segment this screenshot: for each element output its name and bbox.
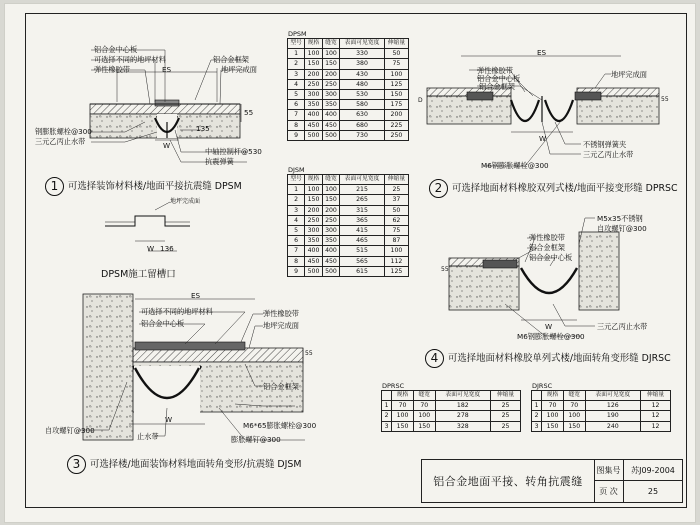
table-cell: 200 [322,205,339,215]
d2-label-bolt: M6钢膨胀螺栓@300 [481,161,549,170]
d3-label-55: 55 [305,350,313,357]
table-cell: 278 [435,411,490,421]
table-cell: 380 [340,59,385,69]
d3-label-finish: 地坪完成面 [263,321,299,330]
table-cell: 615 [340,266,385,276]
d3-label-nail: 膨胀螺钉@300 [231,435,281,444]
table-cell: 3 [288,69,305,79]
title-block [421,459,683,503]
table-cell: 450 [322,256,339,266]
table-cell: 8 [288,256,305,266]
table-cell: 125 [384,79,408,89]
table-cell: 12 [641,421,671,431]
table-cell: 3 [288,205,305,215]
groove-note: 地坪完成面 [170,198,201,205]
table-cell: 250 [305,215,322,225]
d3-label-center-plate: 铝合金中心板 [141,319,185,328]
table-row [288,89,409,99]
table-cell: 580 [340,100,385,110]
column-header: 表面可见宽度 [435,391,490,401]
table-cell: 2 [382,411,392,421]
table-cell: 480 [340,79,385,89]
label-es: ES [162,65,172,74]
table-row [532,401,671,411]
table-row [288,130,409,140]
table-cell: 430 [340,69,385,79]
caption-2 [429,179,678,198]
table-cell: 250 [305,79,322,89]
table-cell: 250 [384,130,408,140]
d2-label-waterstop: 三元乙丙止水带 [583,150,634,159]
table-cell: 265 [340,195,385,205]
table-cell: 200 [305,205,322,215]
table-row [288,185,409,195]
table-row [288,256,409,266]
table-cell: 175 [384,100,408,110]
d3-label-screw: 自攻螺钉@300 [45,426,95,435]
table-cell: 565 [340,256,385,266]
table-header-row [288,39,409,49]
table-cell: 9 [288,266,305,276]
table-cell: 100 [305,185,322,195]
drawing-sheet [4,3,696,523]
table-cell: 350 [305,236,322,246]
label-dim-55: 55 [244,108,254,117]
dpsm-spec-table [287,38,409,141]
table-cell: 100 [305,49,322,59]
djrsc-spec-table [531,390,671,432]
atlas-value: 苏J09-2004 [624,460,682,481]
column-header: 缝宽 [322,39,339,49]
table-row [288,59,409,69]
table-cell: 5 [288,89,305,99]
table-cell: 8 [288,120,305,130]
table-cell: 450 [322,120,339,130]
d4-label-screw-bottom: 自攻螺钉@300 [597,224,647,233]
table-cell: 400 [322,246,339,256]
d2-label-rubber: 弹性橡胶带 [477,66,513,75]
label-waterstop: 三元乙丙止水带 [35,137,86,146]
label-control-rod: 中轴控制杆@530 [205,147,262,156]
column-header: 表面可见宽度 [585,391,640,401]
column-header [382,391,392,401]
table-cell: 225 [384,120,408,130]
dprsc-table-title: DPRSC [382,382,405,390]
table-cell: 530 [340,89,385,99]
d4-label-w: W [545,322,553,331]
table-cell: 125 [384,266,408,276]
table-cell: 75 [384,59,408,69]
d2-label-d: D [418,97,423,104]
d3-label-rubber: 弹性橡胶带 [263,309,299,318]
caption-1 [45,177,242,196]
label-dim-135: 135 [196,124,210,133]
column-header: 型号 [288,175,305,185]
table-row [382,421,521,431]
table-row [288,205,409,215]
table-cell: 150 [563,421,585,431]
column-header: 规格 [305,175,322,185]
table-cell: 150 [305,195,322,205]
table-row [382,401,521,411]
column-header: 规格 [542,391,564,401]
table-cell: 100 [413,411,435,421]
table-cell: 1 [532,401,542,411]
table-cell: 70 [392,401,414,411]
column-header: 规格 [305,39,322,49]
d4-label-waterstop: 三元乙丙止水带 [597,322,648,331]
table-cell: 2 [288,195,305,205]
d4-label-center-plate: 铝合金中心板 [529,253,573,262]
table-row [288,69,409,79]
table-cell: 126 [585,401,640,411]
table-row [288,49,409,59]
groove-title: DPSM施工留槽口 [101,269,176,280]
table-cell: 100 [322,185,339,195]
table-cell: 25 [384,185,408,195]
table-cell: 150 [384,89,408,99]
caption-4 [425,349,671,368]
groove-136: 136 [160,244,174,253]
table-cell: 300 [322,225,339,235]
column-header: 伸缩量 [491,391,521,401]
table-cell: 400 [305,246,322,256]
table-cell: 730 [340,130,385,140]
table-cell: 2 [288,59,305,69]
table-cell: 680 [340,120,385,130]
table-cell: 100 [322,49,339,59]
table-cell: 7 [288,246,305,256]
table-cell: 365 [340,215,385,225]
d4-label-55: 55 [441,266,449,273]
table-cell: 630 [340,110,385,120]
table-cell: 250 [322,79,339,89]
djrsc-table-title: DJRSC [532,382,553,390]
table-row [288,100,409,110]
table-cell: 450 [305,120,322,130]
d2-label-finish: 地坪完成面 [611,70,647,79]
label-w: W [163,141,171,150]
djsm-spec-table [287,174,409,277]
table-row [288,266,409,276]
table-cell: 500 [305,266,322,276]
label-frame: 铝合金框架 [213,55,249,64]
table-cell: 25 [491,401,521,411]
table-cell: 250 [322,215,339,225]
table-header-row [288,175,409,185]
table-cell: 315 [340,205,385,215]
d2-label-55: 55 [661,96,669,103]
table-cell: 1 [288,49,305,59]
label-bolt: 钢膨胀螺栓@300 [35,127,92,136]
table-cell: 87 [384,236,408,246]
table-row [288,195,409,205]
column-header: 伸缩量 [384,175,408,185]
table-cell: 150 [322,195,339,205]
column-header [532,391,542,401]
label-center-plate: 铝合金中心板 [94,45,138,54]
table-header-row [532,391,671,401]
table-cell: 300 [322,89,339,99]
caption-2-number: 2 [429,179,448,198]
table-row [288,246,409,256]
drawing-title: 铝合金地面平接、转角抗震缝 [422,460,595,502]
table-cell: 300 [305,89,322,99]
table-cell: 350 [305,100,322,110]
table-cell: 12 [641,401,671,411]
atlas-label: 图集号 [594,460,624,481]
table-cell: 37 [384,195,408,205]
caption-2-text: 可选择地面材料橡胶双列式楼/地面平接变形缝 DPRSC [452,183,678,194]
page-value: 25 [647,487,659,496]
caption-1-text: 可选择装饰材料楼/地面平接抗震缝 DPSM [68,181,242,192]
table-cell: 4 [288,215,305,225]
table-cell: 62 [384,215,408,225]
table-cell: 25 [491,411,521,421]
table-cell: 6 [288,100,305,110]
dprsc-spec-table [381,390,521,432]
table-cell: 1 [382,401,392,411]
table-row [532,421,671,431]
table-cell: 215 [340,185,385,195]
table-cell: 150 [305,59,322,69]
table-cell: 112 [384,256,408,266]
d2-label-es: ES [537,48,547,57]
table-cell: 515 [340,246,385,256]
d3-label-bolt: M6*65膨胀螺栓@300 [243,421,317,430]
caption-4-text: 可选择地面材料橡胶单列式楼/地面转角变形缝 DJRSC [448,353,671,364]
d4-label-bolt: M6钢膨胀螺栓@300 [517,332,585,341]
table-cell: 350 [322,100,339,110]
caption-4-number: 4 [425,349,444,368]
table-cell: 70 [413,401,435,411]
table-cell: 300 [305,225,322,235]
d2-label-frame: 铝合金框架 [479,82,515,91]
table-cell: 25 [491,421,521,431]
table-cell: 500 [305,130,322,140]
caption-3-text: 可选择楼/地面装饰材料地面转角变形/抗震缝 DJSM [90,459,302,470]
table-row [288,79,409,89]
table-cell: 150 [322,59,339,69]
table-cell: 500 [322,266,339,276]
table-cell: 5 [288,225,305,235]
table-cell: 465 [340,236,385,246]
table-cell: 500 [322,130,339,140]
table-cell: 100 [392,411,414,421]
page-label: 页 次 [594,481,624,502]
table-row [288,225,409,235]
table-cell: 328 [435,421,490,431]
table-cell: 450 [305,256,322,266]
table-cell: 4 [288,79,305,89]
table-row [288,215,409,225]
table-cell: 400 [305,110,322,120]
label-floor-finish: 地坪完成面 [221,65,257,74]
column-header: 缝宽 [563,391,585,401]
table-cell: 100 [384,69,408,79]
table-cell: 200 [305,69,322,79]
column-header: 伸缩量 [641,391,671,401]
table-cell: 6 [288,236,305,246]
d3-label-w: W [165,415,173,424]
column-header: 型号 [288,39,305,49]
d2-label-w: W [539,134,547,143]
d4-label-screw-top: M5x35不锈钢 [597,214,643,223]
table-cell: 7 [288,110,305,120]
dpsm-table-title: DPSM [288,30,307,38]
table-cell: 150 [542,421,564,431]
table-cell: 200 [322,69,339,79]
table-cell: 3 [532,421,542,431]
table-cell: 100 [542,411,564,421]
table-cell: 400 [322,110,339,120]
column-header: 缝宽 [413,391,435,401]
caption-1-number: 1 [45,177,64,196]
table-cell: 150 [392,421,414,431]
column-header: 伸缩量 [384,39,408,49]
table-cell: 75 [384,225,408,235]
table-cell: 50 [384,49,408,59]
column-header: 表面可见宽度 [340,39,385,49]
d3-label-frame: 铝合金框架 [263,382,299,391]
table-cell: 1 [288,185,305,195]
caption-3-number: 3 [67,455,86,474]
d2-label-center-plate: 铝合金中心板 [477,74,521,83]
table-cell: 100 [384,246,408,256]
label-spring: 抗震弹簧 [205,157,234,166]
groove-w: W [147,244,155,253]
table-row [288,236,409,246]
label-floor-material: 可选择不同的地坪材料 [94,55,166,64]
d2-label-spring: 不锈钢弹簧夹 [583,140,627,149]
table-cell: 3 [382,421,392,431]
column-header: 规格 [392,391,414,401]
table-cell: 190 [585,411,640,421]
djsm-table-title: DJSM [288,166,305,174]
table-cell: 9 [288,130,305,140]
column-header: 表面可见宽度 [340,175,385,185]
d3-label-es: ES [191,291,201,300]
table-header-row [382,391,521,401]
table-row [288,110,409,120]
d3-label-floor-material: 可选择不同的地坪材料 [141,307,213,316]
table-cell: 50 [384,205,408,215]
table-cell: 2 [532,411,542,421]
table-cell: 182 [435,401,490,411]
table-cell: 200 [384,110,408,120]
table-row [382,411,521,421]
table-cell: 70 [563,401,585,411]
caption-3 [67,455,301,474]
column-header: 缝宽 [322,175,339,185]
table-row [288,120,409,130]
table-cell: 70 [542,401,564,411]
d3-label-waterstop: 止水带 [137,432,159,441]
d4-label-rubber: 弹性橡胶带 [529,233,565,242]
table-cell: 12 [641,411,671,421]
table-cell: 350 [322,236,339,246]
table-row [532,411,671,421]
table-cell: 330 [340,49,385,59]
d4-label-frame: 铝合金框架 [529,243,565,252]
label-rubber-band: 弹性橡胶带 [94,65,130,74]
table-cell: 415 [340,225,385,235]
table-cell: 100 [563,411,585,421]
table-cell: 240 [585,421,640,431]
table-cell: 150 [413,421,435,431]
